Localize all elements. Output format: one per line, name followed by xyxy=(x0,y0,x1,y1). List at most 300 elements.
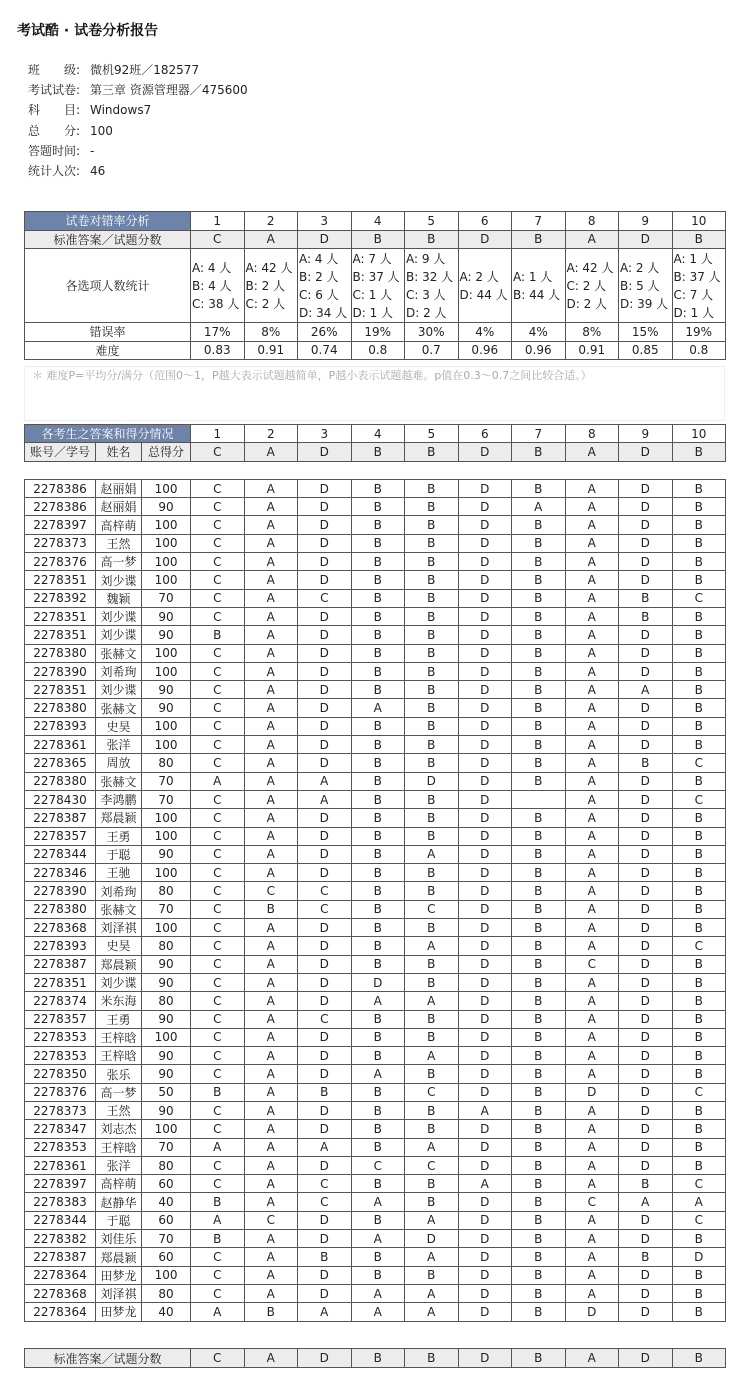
student-answer: D xyxy=(458,882,512,900)
student-score: 100 xyxy=(142,1266,191,1284)
student-score: 90 xyxy=(142,681,191,699)
student-id: 2278351 xyxy=(25,681,96,699)
standard-answer: D xyxy=(458,443,512,461)
student-id: 2278347 xyxy=(25,1120,96,1138)
student-score: 80 xyxy=(142,937,191,955)
student-answer: D xyxy=(619,973,673,991)
option-count: C: 38 人 xyxy=(192,296,240,311)
student-name: 刘泽祺 xyxy=(96,1284,142,1302)
student-answer: D xyxy=(619,498,673,516)
student-answer: A xyxy=(672,1193,726,1211)
student-answer: D xyxy=(619,1230,673,1248)
student-answer: B xyxy=(191,1083,245,1101)
student-answer: A xyxy=(565,1047,619,1065)
student-answer: C xyxy=(191,882,245,900)
student-answer: D xyxy=(298,1120,352,1138)
table-row xyxy=(25,607,726,625)
table-row xyxy=(25,589,726,607)
student-answer: D xyxy=(619,479,673,497)
student-answer: D xyxy=(298,827,352,845)
option-count: B: 4 人 xyxy=(192,278,232,293)
option-count-cell xyxy=(405,249,459,323)
question-number: 6 xyxy=(458,212,512,231)
student-answer: B xyxy=(512,736,566,754)
student-name: 李鸿鹏 xyxy=(96,790,142,808)
student-table-header-row xyxy=(25,425,726,443)
student-answer: D xyxy=(298,754,352,772)
student-id: 2278382 xyxy=(25,1230,96,1248)
standard-answer: D xyxy=(458,230,512,249)
student-answer: A xyxy=(565,1175,619,1193)
student-answer: A xyxy=(565,553,619,571)
error-rate: 19% xyxy=(672,323,726,342)
student-answer: D xyxy=(298,1065,352,1083)
table-row xyxy=(25,1193,726,1211)
student-score: 100 xyxy=(142,809,191,827)
student-answer: D xyxy=(298,973,352,991)
difficulty-value: 0.96 xyxy=(458,341,512,360)
student-answer: A xyxy=(244,479,298,497)
info-value: 46 xyxy=(90,163,106,178)
student-answer: D xyxy=(458,717,512,735)
student-name: 张赫文 xyxy=(96,699,142,717)
student-answer: C xyxy=(191,1101,245,1119)
student-score: 70 xyxy=(142,1230,191,1248)
table-row xyxy=(25,1120,726,1138)
student-answer: A xyxy=(565,919,619,937)
student-answer: B xyxy=(405,827,459,845)
student-answer: B xyxy=(672,845,726,863)
student-answer: B xyxy=(351,589,405,607)
student-answer: A xyxy=(565,1266,619,1284)
student-answer: D xyxy=(298,516,352,534)
student-answer: A xyxy=(244,553,298,571)
option-count: A: 7 人 xyxy=(352,251,392,266)
student-answer: D xyxy=(619,1120,673,1138)
student-name: 王梓晗 xyxy=(96,1138,142,1156)
column-name: 姓名 xyxy=(96,443,142,461)
student-score: 100 xyxy=(142,1028,191,1046)
question-number: 8 xyxy=(565,212,619,231)
student-answer: C xyxy=(405,1083,459,1101)
option-count: B: 32 人 xyxy=(406,269,454,284)
student-answer: B xyxy=(672,827,726,845)
standard-answer: B xyxy=(672,443,726,461)
student-answer: D xyxy=(458,699,512,717)
student-answer: A xyxy=(244,626,298,644)
student-answer: D xyxy=(619,864,673,882)
student-answer: D xyxy=(458,790,512,808)
option-count: A: 2 人 xyxy=(459,269,499,284)
student-answer: D xyxy=(298,644,352,662)
difficulty-value: 0.7 xyxy=(405,341,459,360)
table-row xyxy=(25,699,726,717)
student-answer: D xyxy=(458,955,512,973)
student-answer: B xyxy=(512,992,566,1010)
student-answer: A xyxy=(244,827,298,845)
student-id: 2278387 xyxy=(25,809,96,827)
student-id: 2278344 xyxy=(25,845,96,863)
option-count: A: 42 人 xyxy=(566,260,614,275)
student-answer: D xyxy=(298,479,352,497)
student-answer: D xyxy=(458,937,512,955)
student-answer: D xyxy=(672,1248,726,1266)
student-answer: A xyxy=(619,681,673,699)
option-count: D: 44 人 xyxy=(459,287,508,302)
footer-standard-table xyxy=(24,1348,726,1368)
student-answer: A xyxy=(565,1138,619,1156)
student-answer: A xyxy=(565,1211,619,1229)
student-name: 于聪 xyxy=(96,1211,142,1229)
student-answer: D xyxy=(298,498,352,516)
student-id: 2278387 xyxy=(25,1248,96,1266)
student-answer: D xyxy=(565,1303,619,1321)
student-score: 100 xyxy=(142,827,191,845)
standard-answer: D xyxy=(298,1349,352,1368)
info-label: 统计人次: xyxy=(28,163,81,178)
student-score: 80 xyxy=(142,992,191,1010)
student-answer: B xyxy=(672,864,726,882)
student-name: 张赫文 xyxy=(96,772,142,790)
student-answer: A xyxy=(244,1120,298,1138)
student-answer: D xyxy=(458,845,512,863)
student-answer: C xyxy=(672,1083,726,1101)
student-name: 王勇 xyxy=(96,827,142,845)
table-row xyxy=(25,1156,726,1174)
student-answer: C xyxy=(191,571,245,589)
student-answer: A xyxy=(565,790,619,808)
student-score: 100 xyxy=(142,919,191,937)
student-answer: A xyxy=(405,992,459,1010)
student-answer: D xyxy=(458,1230,512,1248)
error-rate: 8% xyxy=(565,323,619,342)
student-id: 2278357 xyxy=(25,1010,96,1028)
student-answer: B xyxy=(405,534,459,552)
info-row xyxy=(28,60,248,80)
student-answer: B xyxy=(405,516,459,534)
student-answer: A xyxy=(244,1266,298,1284)
student-id: 2278373 xyxy=(25,1101,96,1119)
student-answer: A xyxy=(244,772,298,790)
option-count: A: 4 人 xyxy=(299,251,339,266)
student-column-header-row xyxy=(25,443,726,461)
student-id: 2278374 xyxy=(25,992,96,1010)
student-answer: D xyxy=(458,571,512,589)
student-answer: B xyxy=(512,973,566,991)
student-answer: C xyxy=(191,1120,245,1138)
student-answer: A xyxy=(298,772,352,790)
student-id: 2278387 xyxy=(25,955,96,973)
option-count: B: 2 人 xyxy=(245,278,286,293)
student-name: 刘志杰 xyxy=(96,1120,142,1138)
option-count: A: 42 人 xyxy=(245,260,293,275)
student-answer: C xyxy=(191,479,245,497)
student-answer: A xyxy=(244,516,298,534)
student-answer: D xyxy=(619,790,673,808)
student-answer: B xyxy=(672,1138,726,1156)
table-row xyxy=(25,1101,726,1119)
student-answer: D xyxy=(298,662,352,680)
student-answer: D xyxy=(298,992,352,1010)
student-answer: C xyxy=(244,882,298,900)
student-answer: B xyxy=(351,790,405,808)
student-answer: B xyxy=(672,992,726,1010)
student-answer: D xyxy=(619,1303,673,1321)
option-count: A: 1 人 xyxy=(673,251,713,266)
student-answer: D xyxy=(405,772,459,790)
student-answer: C xyxy=(191,534,245,552)
student-answer: B xyxy=(512,1266,566,1284)
student-answer: C xyxy=(191,553,245,571)
student-name: 刘少谍 xyxy=(96,626,142,644)
error-rate: 30% xyxy=(405,323,459,342)
student-score: 60 xyxy=(142,1175,191,1193)
student-name: 田梦龙 xyxy=(96,1266,142,1284)
student-answer: D xyxy=(619,1138,673,1156)
student-name: 史昊 xyxy=(96,937,142,955)
standard-answer: B xyxy=(351,1349,405,1368)
student-name: 赵丽娟 xyxy=(96,479,142,497)
table-row xyxy=(25,937,726,955)
student-answer: C xyxy=(298,882,352,900)
table-row xyxy=(25,498,726,516)
student-answer: B xyxy=(672,772,726,790)
student-answer: C xyxy=(672,754,726,772)
student-answer: D xyxy=(298,1230,352,1248)
error-rate: 19% xyxy=(351,323,405,342)
student-answer: A xyxy=(244,1101,298,1119)
table-row xyxy=(25,553,726,571)
table-row xyxy=(25,479,726,497)
student-answer: C xyxy=(672,937,726,955)
student-name: 郑晨颖 xyxy=(96,955,142,973)
option-count-cell xyxy=(298,249,352,323)
student-answer: B xyxy=(351,1248,405,1266)
student-score: 70 xyxy=(142,790,191,808)
student-answer: B xyxy=(405,919,459,937)
student-answer: B xyxy=(512,1101,566,1119)
student-answer: D xyxy=(619,1047,673,1065)
option-count: A: 4 人 xyxy=(192,260,232,275)
standard-answer: A xyxy=(244,230,298,249)
option-count-cell xyxy=(565,249,619,323)
student-answer: A xyxy=(565,772,619,790)
student-answer: A xyxy=(565,1101,619,1119)
student-answer: D xyxy=(619,717,673,735)
student-answer: B xyxy=(351,1047,405,1065)
student-answer: B xyxy=(512,919,566,937)
student-answer: D xyxy=(298,571,352,589)
student-answer: D xyxy=(458,479,512,497)
student-answer: D xyxy=(619,553,673,571)
student-answer: B xyxy=(512,1120,566,1138)
student-answer: B xyxy=(405,1028,459,1046)
option-count-row xyxy=(25,249,726,323)
student-answer: B xyxy=(512,717,566,735)
table-row xyxy=(25,1065,726,1083)
student-answer: B xyxy=(672,882,726,900)
student-answer: B xyxy=(351,736,405,754)
standard-answer-row xyxy=(25,230,726,249)
student-answer: D xyxy=(619,699,673,717)
student-answer: B xyxy=(512,1193,566,1211)
info-value: 微机92班／182577 xyxy=(90,63,200,77)
table-row xyxy=(25,882,726,900)
student-answer: B xyxy=(351,534,405,552)
student-answer: D xyxy=(298,1101,352,1119)
question-number: 10 xyxy=(672,425,726,443)
student-answer: B xyxy=(672,681,726,699)
student-answer: B xyxy=(672,1047,726,1065)
option-count: B: 44 人 xyxy=(513,287,561,302)
standard-answer: B xyxy=(351,443,405,461)
student-answer: D xyxy=(619,626,673,644)
student-answer: A xyxy=(244,1083,298,1101)
student-name: 刘希珣 xyxy=(96,662,142,680)
info-value: Windows7 xyxy=(90,103,152,118)
student-answer: A xyxy=(244,736,298,754)
info-value: - xyxy=(90,143,95,158)
standard-answer: B xyxy=(351,230,405,249)
page-title: 考试酷 · 试卷分析报告 xyxy=(17,23,159,39)
student-answer: A xyxy=(244,754,298,772)
student-score: 100 xyxy=(142,662,191,680)
info-label: 考试试卷: xyxy=(28,83,81,98)
student-answer: C xyxy=(565,955,619,973)
student-answer: C xyxy=(191,1065,245,1083)
student-answer: C xyxy=(191,516,245,534)
student-answer: B xyxy=(405,626,459,644)
student-name: 高一梦 xyxy=(96,553,142,571)
student-answer: B xyxy=(672,571,726,589)
option-count: B: 37 人 xyxy=(673,269,721,284)
student-id: 2278368 xyxy=(25,1284,96,1302)
option-count: D: 2 人 xyxy=(406,305,447,320)
student-answer: A xyxy=(244,809,298,827)
info-label: 总 分: xyxy=(28,123,81,138)
student-answer: B xyxy=(619,589,673,607)
student-answer: C xyxy=(191,1047,245,1065)
student-answer: B xyxy=(351,1120,405,1138)
student-answer: D xyxy=(298,1211,352,1229)
student-answer: A xyxy=(244,1284,298,1302)
student-answer: A xyxy=(244,1028,298,1046)
student-name: 赵静华 xyxy=(96,1193,142,1211)
standard-answer: A xyxy=(244,443,298,461)
student-score: 40 xyxy=(142,1303,191,1321)
standard-answer: D xyxy=(298,230,352,249)
student-id: 2278390 xyxy=(25,882,96,900)
student-answer: C xyxy=(191,717,245,735)
column-id: 账号／学号 xyxy=(25,443,96,461)
student-answer: B xyxy=(405,644,459,662)
student-answer: B xyxy=(672,1303,726,1321)
student-answer: C xyxy=(244,1211,298,1229)
student-id: 2278390 xyxy=(25,662,96,680)
student-answer: C xyxy=(191,992,245,1010)
student-answer: D xyxy=(458,553,512,571)
student-answer: B xyxy=(512,1138,566,1156)
student-answer: B xyxy=(672,1010,726,1028)
student-answer: A xyxy=(565,589,619,607)
student-answer: A xyxy=(244,919,298,937)
student-answer: B xyxy=(619,607,673,625)
student-answer: B xyxy=(512,1083,566,1101)
option-count-cell xyxy=(191,249,245,323)
student-answer: B xyxy=(672,1065,726,1083)
student-answer: D xyxy=(458,1083,512,1101)
student-answer: B xyxy=(512,534,566,552)
table-row xyxy=(25,772,726,790)
footer-standard-label: 标准答案／试题分数 xyxy=(25,1349,191,1368)
student-answer: C xyxy=(298,1010,352,1028)
info-label: 班 级: xyxy=(28,63,81,77)
column-score: 总得分 xyxy=(142,443,191,461)
student-answer: B xyxy=(512,681,566,699)
student-answer: D xyxy=(619,955,673,973)
student-answer: C xyxy=(672,589,726,607)
exam-info xyxy=(28,60,248,181)
student-answer: A xyxy=(351,1303,405,1321)
student-answer: D xyxy=(458,1156,512,1174)
student-answer: D xyxy=(458,498,512,516)
student-answer: B xyxy=(351,626,405,644)
student-answer: A xyxy=(351,699,405,717)
student-name: 高梓萌 xyxy=(96,516,142,534)
student-id: 2278351 xyxy=(25,571,96,589)
student-answer: D xyxy=(619,534,673,552)
student-name: 张乐 xyxy=(96,1065,142,1083)
student-answer: B xyxy=(351,937,405,955)
option-count-label: 各选项人数统计 xyxy=(25,249,191,323)
student-name: 王勇 xyxy=(96,1010,142,1028)
table-row xyxy=(25,1303,726,1321)
student-id: 2278430 xyxy=(25,790,96,808)
student-answer: A xyxy=(244,1065,298,1083)
student-answer: D xyxy=(458,1284,512,1302)
student-id: 2278376 xyxy=(25,1083,96,1101)
student-answer: A xyxy=(565,827,619,845)
student-id: 2278376 xyxy=(25,553,96,571)
student-answer: B xyxy=(672,479,726,497)
student-answer: A xyxy=(565,1230,619,1248)
difficulty-note: ＊ 难度P=平均分/满分（范围0～1，P越大表示试题越简单，P越小表示试题越难。p值在0.3～0.7之间比较合适。） xyxy=(24,366,725,421)
difficulty-value: 0.83 xyxy=(191,341,245,360)
difficulty-value: 0.85 xyxy=(619,341,673,360)
student-answer: D xyxy=(298,845,352,863)
table-row xyxy=(25,1248,726,1266)
student-answer: A xyxy=(244,955,298,973)
student-id: 2278380 xyxy=(25,699,96,717)
student-score: 80 xyxy=(142,882,191,900)
student-answer: B xyxy=(405,498,459,516)
student-answer: B xyxy=(512,1065,566,1083)
table-row xyxy=(25,955,726,973)
student-answer: A xyxy=(351,1065,405,1083)
student-answer: B xyxy=(351,571,405,589)
option-count: C: 1 人 xyxy=(352,287,393,302)
student-answer: D xyxy=(298,717,352,735)
option-count: C: 2 人 xyxy=(245,296,286,311)
student-answer: B xyxy=(672,1101,726,1119)
student-answer: D xyxy=(298,937,352,955)
student-id: 2278380 xyxy=(25,900,96,918)
student-score: 70 xyxy=(142,1138,191,1156)
student-answer: B xyxy=(672,809,726,827)
student-answer: B xyxy=(244,900,298,918)
student-answer: C xyxy=(191,589,245,607)
student-answer: D xyxy=(298,1266,352,1284)
